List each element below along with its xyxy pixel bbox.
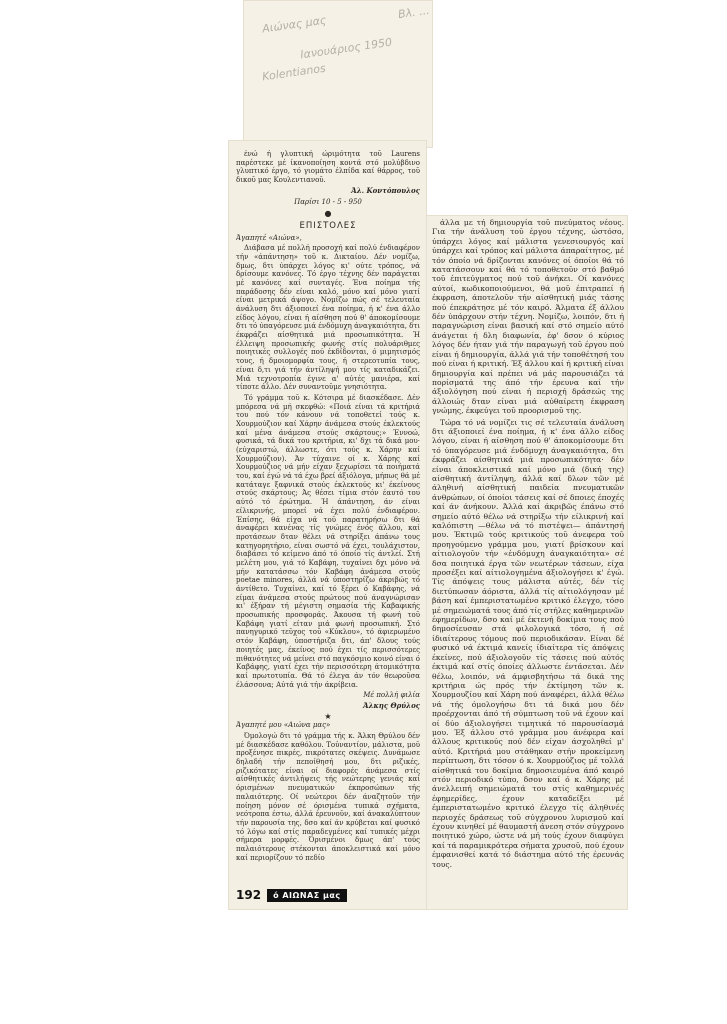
signature: Άλκης Θρύλος bbox=[363, 700, 420, 710]
pencil-note: Kolentianos bbox=[261, 61, 327, 84]
letter-paragraph: Τώρα τό νά νομίζει τις σέ τελευταία άνάλυση δτι άξιοποιεί ένα ποίημα, ή κ' ένα άλλο είδος λόγου, είναι ή αίσθηση πού θ' άποκομίσουμε δτι τό ύπαγόρευσε μιά ένδόμυχη άναγκαιότητα, δτι έκφράζει αίσθητικά μιά προσωπικότητα· δέν είναι άποκλειστικά καί μόνο μιά (δική της) αίσθητική άντίληψη, άλλά καί δλων τῶν μέ άληθινή αίσθητική παιδεία πνευματικῶν άνθρώπων, οί όποίοι τάσεις καί σέ δποιες έποχές καί άν άνήκουν. Άλλά καί άκριβῶς έπάνω στό σημείο αύτό θέλω νά στηρίξω τήν είλικρινή καί καλόπιστη —θέλω νά τό πιστέψει— άπάντησή μου. Έκτιμῶ τούς κριτικούς τοῦ άνεφερα τοῦ προηγούμενο γράμμα μου, γιατί βρίσκουν καί αίτιολογοῦν τήν «ένδόμυχη άναγκαιότητα» σέ δσα ποιητικά έργα τῶν νεωτέρων τάσεων, είχα προσέξει καί αίτιολογημένα άξιολογήσει κ' έγώ. Τίς άπόψεις τους μάλιστα αύτές, δέν τίς διετύπωσαν άόριστα, άλλά τίς αίτιολόγησαν μέ βάση καί έμπεριστατωμένο κριτικό έλεγχο, τόσο μέ σημειώματά τους άπό τίς στήλες καθημερινῶν έφημερίδων, δσο καί μέ έκτενή δοκίμια τους πού δημοσίευσαν στά φιλολογικά τόσο, ή σέ ίδιαίτερους τόμους πού περιοδικάσαν. Είναι δέ φυσικό νά έκτιμά κανείς ίδιαίτερα τίς άπόψεις έκείνες, πού άξιολογοῦν τίς τάσεις πού αύτός έκτιμά καί στίς όποίες άλλωστε έντάσεται. Δέν θέλω, λοιπόν, νά άμφισβητήσω τά δικά της κριτήρια ώς πρός τήν έκτίμηση τῶν κ. Χουρμουζίου καί Χάρη πού άναφέρει, άλλά θέλω νά τής όμολογήσω δτι τά δικά μου δέν προέρχονται άπό τή σύμπτωση τοῦ νά έχουν καί οί δύο άξιολογήσει τιμητικά τό παρουσίασμά μου. Έξ άλλου στό γράμμα μου άνέφερα καί άλλους κριτικούς πού δέν είχαν άσχοληθεί μ' αύτό. Κριτήριά μου στάθηκαν στήν προκείμενη περίπτωση, δτι τόσον ό κ. Χουρμούζιος μέ τολλά αίσθητικά του δοκίμια δημοσιευμένα άπό καιρό στόν περιοδικό τύπο, δσον καί ό κ. Χάρης μέ άνελλειπή σημειώματά του στίς καθημερινές έφημερίδες, έχουν καταδείξει μέ έμπεριστατωμένο κριτικό έλεγχο τίς άληθινές περιοχές δράσεως τοῦ σύγχρονου λυρισμοῦ καί έχουν κινηθεί μέ θαυμαστή άνεση στόν σύγχρονο ποιητικό χώρο, ώστε νά μή τούς έχουν διαφύγει καί τά παραμικρότερα σήματα χρυσοῦ, πού έχουν έμφανισθεί κατά τό διάστημα αύτό τής έρευνάς τους. bbox=[432, 417, 624, 869]
pencil-note: Αιώνας μας bbox=[261, 13, 328, 36]
pencil-note: Βλ. ... bbox=[397, 3, 431, 22]
closing: Μέ πολλή φιλία bbox=[363, 691, 420, 700]
letter-paragraph: Όμολογώ δτι τό γράμμα τής κ. Άλκη Θρύλου δέν μέ διασκέδασε καθόλου. Τοὐναντίον, μάλιστα, μοῦ προξένησε πικρές, πικρότατες σκέψεις. Δυνάμωσε δηλαδή τήν πεποίθησή μου, δτι ριζικές, ριζικότατες είναι οί διαφορές άνάμεσα στίς αίσθητικές άντιλήψεις τής νεώτερης γενιάς καί όρισμένων πνευματικών έκπροσώπων τής παλαιότερης. Οί νεώτεροι δέν άναζητοῦν τήν ποίηση μόνον σέ όρισμένα τυπικά σχήματα, νεότροπα έστω, άλλά έρευνοῦν, καί άνακαλύπτουν τήν παρουσία της, δσο καί άν κρύβεται καί φυσικό τό λόγω καί στίς παραδεγμένες καί τυπικές μέχρι σήμερα μορφές. Όρισμένοι δμως άπ' τούς παλαιότερους στέκονται άποκλειστικά καί μόνο καί περιορίζουν τό πεδίο bbox=[236, 732, 420, 862]
letter-paragraph: άλλα με τή δημιουργία τοῦ πνεύματος νέους. Για τήν άνάλυση τοῦ έργου τέχνης, ώστόσο, ύπάρχει λόγος καί μάλιστα γενεσιουργός καί ύπάρχει καί τρόπος καί μάλιστα άπαραίτητος, μέ τόν όποίο νά δρίζονται κανόνες οί όποίοι θά τό κατατάσσουν καί θά τό τοποθετοῦν στό βαθμό τοῦ έπιτεύγματος πού τοῦ άνήκει. Οί κανόνες αύτοί, κωδικοποιούμενοι, θά μοῦ έπιτραπεί ή έκφραση, άποτελοῦν τήν αίσθητική μιάς τάσης πού έπεκράτησε μέ τόν καιρό. Άλματα έξ άλλου δέν ύπάρχουν στήν τέχνη. Νομίζω, λοιπόν, δτι ή παραγνώριση είναι βασική καί στό σημείο αύτό άνάγεται ή δλη διαφωνία, έφ' δσον ό κύριος λόγος δέν ήταν γιά τήν παραγωγή τοῦ έργου πού είναι ή δημιουργία, άλλά γιά τήν τοποθέτησή του πού είναι ή κριτική. Έξ άλλου καί ή κριτική είναι δημιουργία καί πρέπει νά μάς παρουσιάζει τά πορίσματά της άπό τήν έρευνα καί τήν άξιολόγηση πού είναι ή περιοχή δράσεώς της άλλοιώς δταν είναι μιά αύθαίρετη έκφραση γνώμης, έκφεύγει τοῦ προορισμοῦ της. bbox=[432, 218, 624, 416]
separator-dot: ● bbox=[324, 209, 332, 219]
letter-paragraph: Τό γράμμα τοῦ κ. Κότσιρα μέ διασκέδασε. Δέν μπόρεσα νά μή σκεφθώ: «Ποιά είναι τά κριτήριά του πού τόν κάνουν νά τοποθετεί τούς κ. Χουρμούζιον καί Χάρην άνάμεσα στούς έκλεκτούς καί μένα άνάμεσα στούς σκάρτους;» Έννοώ, φυσικά, τά δικά του κριτήρια, κι' δχι τά δικά μου· (εύχαριστώ, άλλωστε, ότι τούς κ. Χάρην καί Χουρμούζιον). Άν τύχαινε οί κ. Χάρης καί Χουρμούζιος νά μήν είχαν ξεχωρίσει τά ποιήματά του, καί έγώ νά τά έχω βρεί άξιόλογα, μήπως θά μέ κατάταγε ξαφνικά στούς έκλεκτούς κι' έκείνους στούς σκάρτους; Άς θέσει τίμια στόν έαυτό του αύτό τό έρώτημα. Ή άπάντηση, άν είναι είλικρινής, μπορεί νά έχει πολύ ένδιαφέρον. Έπίσης, θά είχα νά τοῦ παρατηρήσω δτι θά άναφέρει κανένας τίς γνώμες ένός άλλου, καί προτάσεων δταν θέλει νά στηρίξει άπάνω τους κατηγορητήριο, είναι σωστό νά έχει, τουλάχιστον, διαβάσει τό κείμενο άπό τό όποίο τίς άντλεί. Στή μελέτη μου, γιά τό Καβάφη, τυχαίνει δχι μόνο νά μήν κατατάσσω τόν Καβάφη άνάμεσα στούς poetae minores, άλλά νά ύποστηρίζω άκριβώς τό άντίθετο. Τυχαίνει, καί τό ξέρει ό Καβάφης, νά είμαι άνάμεσα στούς πρώτους πού άναγνώρισαν κι' έξήραν τή μέγιστη σημασία τής Καβαφικής προσωπικής προσφοράς. Άκουσα τή φωνή τοῦ Καβάφη γιατί είταν μιά φωνή προσωπική. Στό πανηγυρικό τεῦχος τοῦ «Κύκλου», τό άφιερωμένο στόν Καβάφη, ύποστήριζα δτι, άπ' δλους τούς ποιητές μας, έκείνος πού έχει τίς περισσότερες πιθανότητες νά μείνει στό παγκόσμιο κοινό είναι ό Καβάφης, γιατί έχει τήν περισσότερη άτομικότητα καί πρωτοτυπία. Θά τό έλεγα άν τόν θεωροῦσα έλάσσονα; Αύτά γιά τήν άκρίβεια. bbox=[236, 393, 420, 689]
dateline: Παρίσι 10 - 5 - 950 bbox=[294, 198, 362, 207]
letter-paragraph: Διάβασα μέ πολλή προσοχή καί πολύ ένδιαφέρον τήν «άπάντηση» τοῦ κ. Δικταίου. Δέν νομίζω, δμως, δτι ύπάρχει λόγος κι' ούτε τρόπος, νά δρίσουμε κανόνες. Τό έργο τέχνης δέν παράγεται μέ κανόνες καί συνταγές. Ένα ποίημα τής παράδοσης δέν είναι καλό, μόνο καί μόνο γιατί είναι μετρικά άψογο. Νομίζω πώς σέ τελευταία άνάλυση δτι άξιοποιεί ένα ποίημα, ή κ' ένα άλλο είδος λόγου, είναι ή αίσθηση πού θ' άποκομίσουμε δτι τό ύπαγόρευσε μιά ένδόμυχη άναγκαιότητα, δτι έκφράζει αίσθητικά μιά προσωπικότητα. Ή έλλειψη προσωπικής φωνής στίς πολυάριθμες ποιητικές συλλογές πού έκδίδονται, ό μιμητισμός τους, ή δμοιομορφία τους, ή στερεοτυπία τους, είναι δ,τι γιά τήν άντίληψή μου τίς καταδικάζει. Μιά τεχνοτροπία έγινε α' αύτές μανιέρα, καί τίποτε άλλο. Δέν συναντοῦμε γνησιότητα. bbox=[236, 244, 420, 392]
pencil-note: Ιανουάριος 1950 bbox=[299, 35, 393, 62]
right-column bbox=[432, 218, 624, 871]
intro-paragraph: ένώ ή γλυπτική ώριμότητα τοῦ Laurens παρέστεκε μέ ίκανοποίηση κοντά στό μολύβδινο γλυπτικό έργο, τό γιομάτο έλπίδα καί θάρρος, τοῦ δικοῦ μας Κουλεντιανοῦ. bbox=[236, 150, 420, 185]
intro-signature: Άλ. Κοντόπουλος bbox=[351, 185, 420, 195]
section-heading: ΕΠΙΣΤΟΛΕΣ bbox=[299, 220, 357, 231]
page-number: 192 bbox=[236, 888, 262, 902]
left-column bbox=[236, 150, 420, 864]
separator-star: ★ bbox=[324, 711, 332, 721]
salutation: Άγαπητέ «Αιώνα», bbox=[236, 233, 302, 242]
page-footer bbox=[236, 887, 347, 903]
magazine-logo: ό ΑΙΩΝΑΣ μας bbox=[267, 889, 347, 902]
salutation: Άγαπητέ μου «Αιώνα μας» bbox=[236, 721, 331, 730]
